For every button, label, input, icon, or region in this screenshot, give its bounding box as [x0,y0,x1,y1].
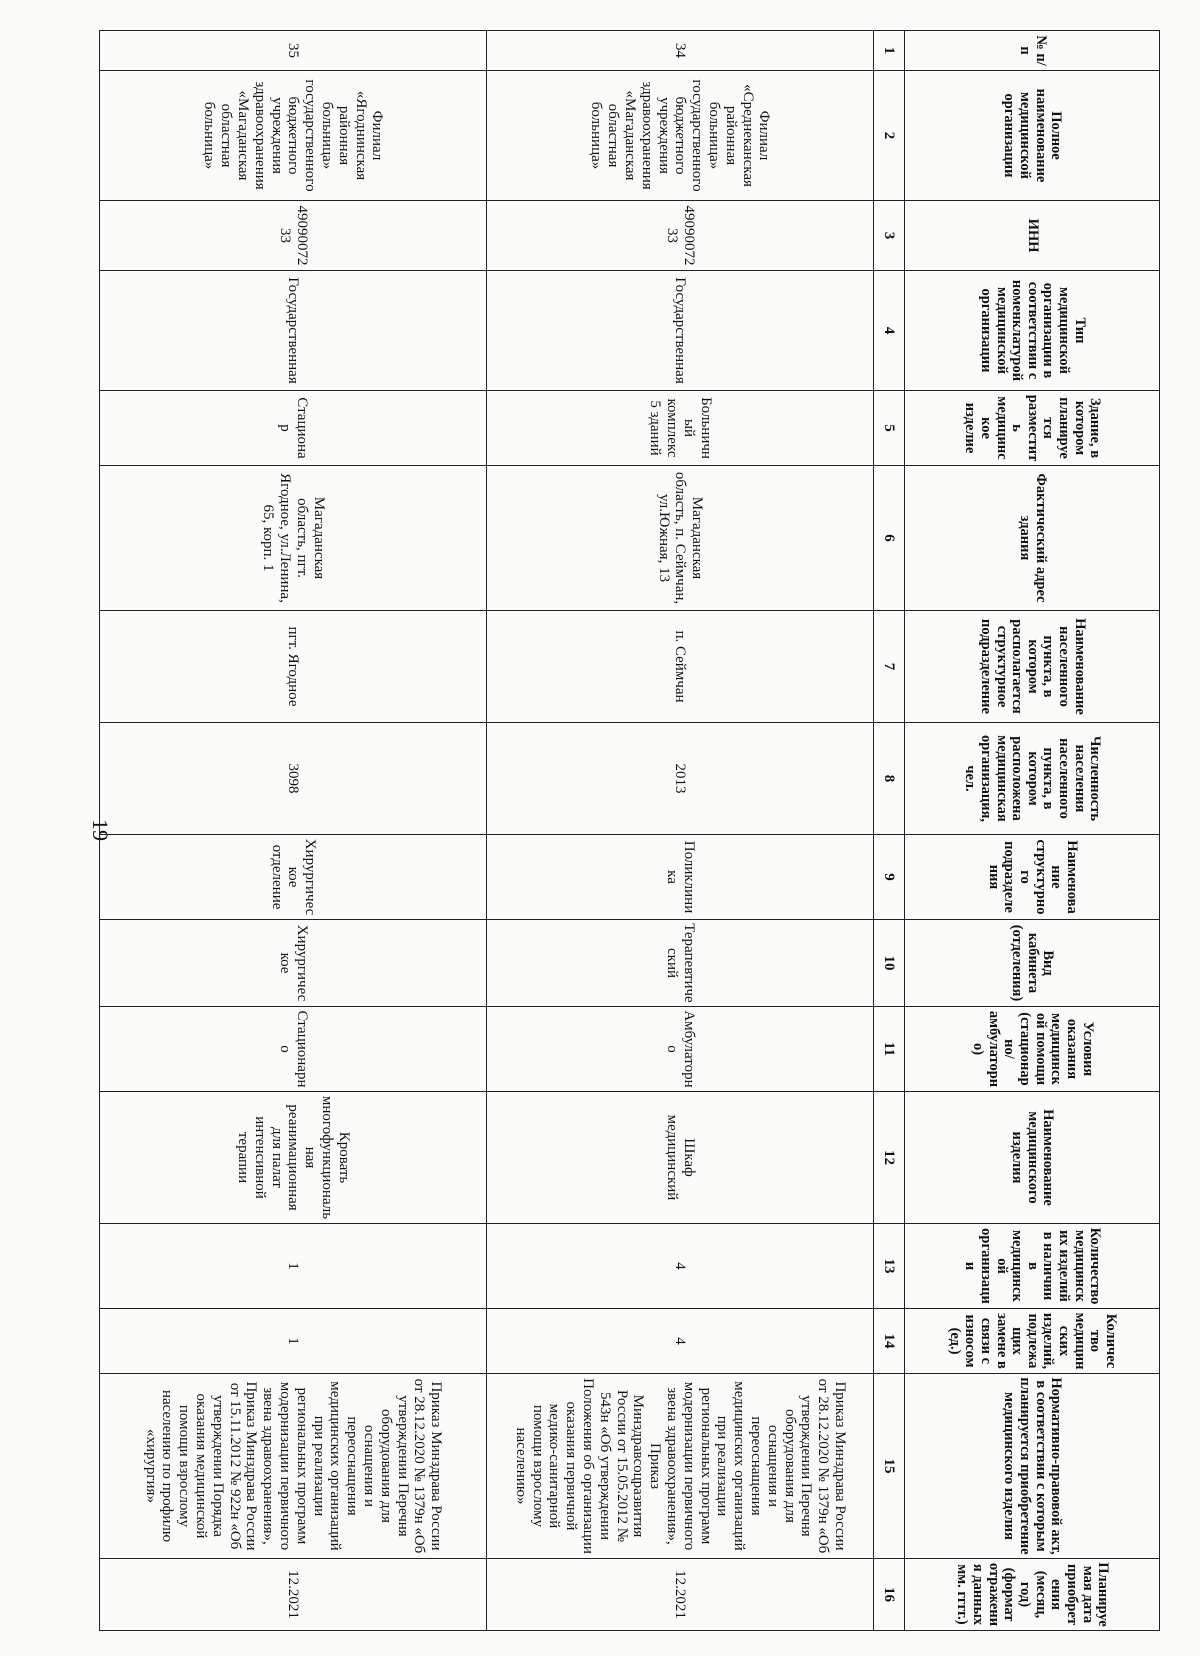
page-number: 19 [88,819,113,841]
header-cell-5: Здание, в котором планируется разместить медицинское изделие [905,391,1160,466]
quantity-to-replace: 4 [487,1309,874,1374]
locality: п. Сеймчан [487,611,874,723]
organization-type: Государственная [100,271,487,391]
header-cell-8: Численность населения населенного пункта, в котором расположена медицинская организация, чел. [905,723,1160,835]
purchase-date: 12.2021 [100,1559,487,1631]
structural-unit: Поликлиника [487,835,874,920]
header-cell-7: Наименование населенного пункта, в котором располагается структурное подразделение [905,611,1160,723]
population: 3098 [100,723,487,835]
header-cell-11: Условия оказания медицинской помощи (стационарно/ амбулаторно) [905,1007,1160,1092]
inn-value: 4909007233 [100,201,487,271]
quantity-to-replace: 1 [100,1309,487,1374]
header-row [905,31,1160,1631]
inn-value: 4909007233 [487,201,874,271]
header-cell-6: Фактический адрес здания [905,466,1160,611]
device-name: Шкаф медицинский [487,1092,874,1224]
device-name: Кровать многофункциональная реанимационная для палат интенсивной терапии [100,1092,487,1224]
address: Магаданская область, пгт. Ягодное, ул.Ленина, 65, корп. 1 [100,466,487,611]
column-number: 8 [874,723,905,835]
row-number: 35 [100,31,487,71]
structural-unit: Хирургическое отделение [100,835,487,920]
header-cell-4: Тип медицинской организации в соответствии с номенклатурой медицинской организации [905,271,1160,391]
column-number: 2 [874,71,905,201]
row-number: 34 [487,31,874,71]
quantity-available: 1 [100,1224,487,1309]
header-cell-16: Планируемая дата приобретения (месяц, год) (формат отражения данных мм. гггг.) [905,1559,1160,1631]
column-number: 3 [874,201,905,271]
header-cell-15: Нормативно-правовой акт, в соответствии с которым планируется приобретение медицинского изделия [905,1374,1160,1559]
organization-type: Государственная [487,271,874,391]
organization-name: Филиал «Ягоднинская районная больница» государственного бюджетного учреждения здравоохранения «Магаданская областная больница» [100,71,487,201]
column-number: 16 [874,1559,905,1631]
room-type: Хирургическое [100,920,487,1007]
column-number: 7 [874,611,905,723]
header-cell-2: Полное наименование медицинской организации [905,71,1160,201]
building: Больничный комплекс 5 зданий [487,391,874,466]
purchase-date: 12.2021 [487,1559,874,1631]
column-number: 4 [874,271,905,391]
column-number: 14 [874,1309,905,1374]
header-cell-1: № п/п [905,31,1160,71]
locality: пгт. Ягодное [100,611,487,723]
column-number: 1 [874,31,905,71]
header-cell-14: Количество медицинских изделий, подлежащих замене в связи с износом (ед.) [905,1309,1160,1374]
quantity-available: 4 [487,1224,874,1309]
column-number: 11 [874,1007,905,1092]
column-number: 5 [874,391,905,466]
legal-act: Приказ Минздрава России от 28.12.2020 № 1379н «Об утверждении Перечня оборудования для оснащения и переоснащения медицинских организаций при реализации региональных программ модернизации первичного звена здравоохранения», Приказ Минздрава России от 15.11.2012 № 922н «Об утверждении Порядка оказания медицинской помощи взрослому населению по профилю «хирургия» [100,1374,487,1559]
legal-act: Приказ Минздрава России от 28.12.2020 № 1379н «Об утверждении Перечня оборудования для оснащения и переоснащения медицинских организаций при реализации региональных программ модернизации первичного звена здравоохранения», Приказ Минздравсоцразвития России от 15.05.2012 № 543н «Об утверждении Положения об организации оказания первичной медико-санитарной помощи взрослому населению» [487,1374,874,1559]
address: Магаданская область, п. Сеймчан, ул.Южная, 13 [487,466,874,611]
equipment-table [99,30,1160,1631]
room-type: Терапевтический [487,920,874,1007]
table-rotor [120,30,1160,1630]
organization-name: Филиал «Среднеканская районная больница» государственного бюджетного учреждения здравоохранения «Магаданская областная больница» [487,71,874,201]
header-cell-9: Наименование структурного подразделения [905,835,1160,920]
table-row [487,31,874,1631]
header-cell-3: ИНН [905,201,1160,271]
header-cell-10: Вид кабинета (отделения) [905,920,1160,1007]
header-cell-13: Количество медицинских изделий в наличии в медицинской организации [905,1224,1160,1309]
building: Стационар [100,391,487,466]
care-conditions: Стационарно [100,1007,487,1092]
column-number: 13 [874,1224,905,1309]
column-number: 9 [874,835,905,920]
column-number: 12 [874,1092,905,1224]
table-row [100,31,487,1631]
population: 2013 [487,723,874,835]
column-number: 15 [874,1374,905,1559]
header-cell-12: Наименование медицинского изделия [905,1092,1160,1224]
column-number: 10 [874,920,905,1007]
care-conditions: Амбулаторно [487,1007,874,1092]
column-number: 6 [874,466,905,611]
column-number-row [874,31,905,1631]
